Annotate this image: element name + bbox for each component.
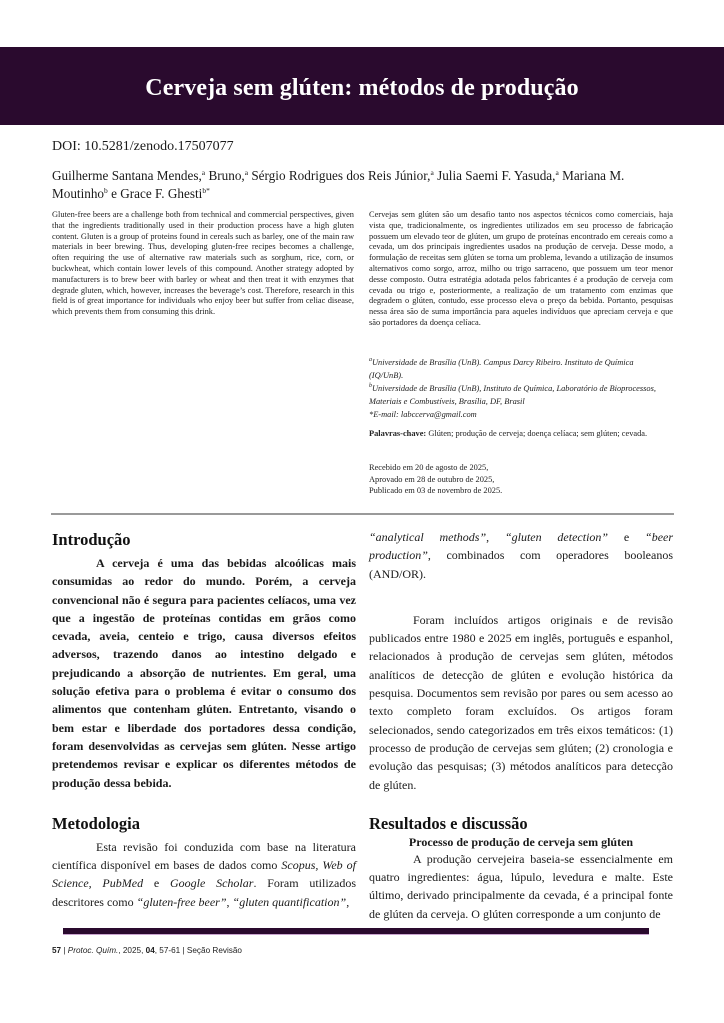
author-affiliation-mark: a [244,168,249,177]
keywords-label: Palavras-chave: [369,429,427,438]
database-name: Google Scholar [169,876,254,891]
author: Bruno, [205,168,245,183]
abstract-portuguese: Cervejas sem glúten são um desafio tanto nos aspectos técnicos como comerciais, haja vista que, tradicionalmente, os ingredientes utilizados em seu processo de fabricação possuem um elevado teor de glúten, um grupo de proteínas encontrado em cereais como a cevada, um dos principais ingredientes usados na produção de cerveja. Desse modo, a formulação de receitas sem glúten se torna um problema, levando a utilização de insumos alternativos como sorgo, arroz, milho ou trigo sarraceno, que possuem um teor menor desse composto. Outra estratégia adotada pelos fabricantes é a produção de cerveja com cevada ou trigo e, posteriormente, a realização de um tratamento com enzimas que degradem o glúten, contudo, esse processo eleva o preço da bebida. Portanto, pesquisas nessa área são de suma importância para aqueles indivíduos que apreciam cerveja e que são portadores da doença celíaca. [369,210,673,327]
search-term: “analytical methods” [369,530,487,544]
methodology-text-continued [369,528,673,583]
affiliation-mark: b [369,383,372,389]
text-run: , [226,894,233,909]
approved-date: Aprovado em 28 de outubro de 2025, [369,474,495,484]
author-affiliation-mark: b [104,186,108,195]
footer-separator: | [61,946,68,955]
section-divider [51,513,674,515]
author: Sérgio Rodrigues dos Reis Júnior, [248,168,431,183]
author: Julia Saemi F. Yasuda, [433,168,556,183]
author: Guilherme Santana Mendes, [52,168,202,183]
article-title: Cerveja sem glúten: métodos de produção [145,74,579,101]
author-affiliation-mark: b* [202,186,210,195]
text-run: . Foram utilizados descritores como [52,876,356,909]
journal-volume: 04 [145,946,155,955]
received-date: Recebido em 20 de agosto de 2025, [369,463,489,472]
footer-divider [63,928,649,935]
author-affiliation-mark: a [555,168,559,177]
author-affiliation-mark: a [201,168,206,177]
page-footer [52,946,242,955]
author-affiliation-mark: a [430,168,434,177]
results-text: A produção cervejeira baseia-se essencialmente em quatro ingredientes: água, lúpulo, levedura e malte. Este último, derivado principalmente da cevada, é a principal fonte de glúten da cerveja. O glúten corresponde a um conjunto de [369,851,673,921]
published-date: Publicado em 03 de novembro de 2025. [369,486,503,495]
section-heading-introduction: Introdução [52,530,131,549]
contact-email[interactable]: *E-mail: labccerva@gmail.com [369,410,477,419]
left-column [52,530,356,911]
text-run: e [608,530,646,544]
author: Mariana M. Moutinho [52,168,625,201]
title-banner [0,47,724,125]
search-term: “beer production” [369,530,674,563]
methodology-inclusion-criteria: Foram incluídos artigos originais e de revisão publicados entre 1980 e 2025 em inglês, português e espanhol, relacionados à produção de cervejas sem glúten, métodos analíticos de detecção de glúten e evolução histórica da pesquisa. Documentos sem revisão por pares ou sem acesso ao texto completo foram excluídos. Os artigos foram selecionados, sendo categorizados em três eixos temáticos: (1) processo de produção de cervejas sem glúten; (2) cronologia e evolução das pesquisas; (3) métodos analíticos para detecção de glúten. [369,612,673,792]
text-run: e [143,876,170,891]
affiliation-text: Universidade de Brasília (UnB), Instituto de Química, Laboratório de Bioprocessos, Materiais e Combustíveis, Brasília, DF, Brasil [369,384,656,406]
methodology-text-start [52,838,356,911]
author: e Grace F. Ghesti [107,186,203,201]
right-column [369,528,673,923]
affiliation-mark: a [369,357,372,363]
affiliations [369,356,669,421]
publication-dates [369,462,669,497]
search-term: “gluten detection” [504,530,609,544]
search-term: “gluten quantification” [232,894,347,909]
keywords-text: Glúten; produção de cerveja; doença celíaca; sem glúten; cevada. [426,429,648,438]
keywords [369,428,669,440]
footer-year: , 2025, [118,946,146,955]
section-heading-methodology: Metodologia [52,813,140,833]
text-run: , [346,894,350,909]
abstract-english: Gluten-free beers are a challenge both from technical and commercial perspectives, given that the ingredients traditionally used in their production process have a high gluten content. Gluten is a group of proteins found in cereals such as barley, one of the main raw materials in beer brewing. Thus, developing gluten-free recipes becomes a challenge, often requiring the use of alternative raw materials such as sorghum, rice, corn, or buckwheat, which contain lower levels of this compound. Another strategy adopted by manufacturers is to brew beer with barley or wheat and then treat it with enzymes that degrade gluten, which, however, increases the beverage’s cost. Therefore, research in this field is of great importance for individuals who enjoy beer but suffer from celiac disease, which prevents them from consuming this drink. [52,210,354,317]
section-heading-results: Resultados e discussão [369,813,528,833]
affiliation-b [369,382,669,408]
footer-pages-section: , 57-61 | Seção Revisão [154,946,242,955]
journal-name: Protoc. Quím. [67,946,119,955]
text-run: , [486,530,505,544]
search-term: “gluten-free beer” [136,894,227,909]
text-run: , combinados com operadores booleanos (AND/OR). [369,548,673,581]
affiliation-a [369,356,669,382]
affiliation-text: Universidade de Brasília (UnB). Campus Darcy Ribeiro. Instituto de Química (IQ/UnB). [369,358,634,380]
subsection-heading-production: Processo de produção de cerveja sem glúten [408,834,634,849]
introduction-text: A cerveja é uma das bebidas alcoólicas mais consumidas ao redor do mundo. Porém, a cerveja convencional não é segura para pacientes celíacos, uma vez que a ingestão de proteínas contidas em grãos como cevada, aveia, centeio e trigo, causa diversos efeitos adversos, trazendo danos ao intestino delgado e prejudicando a absorção de nutrientes. Em geral, uma solução efetiva para o problema é evitar o consumo dos alimentos que contenham glúten. Entretanto, visando o bem estar e liberdade dos portadores dessa condição, foram desenvolvidas as cervejas sem glúten. Nesse artigo pretendemos revisar e explicar os diferentes métodos de produção dessa bebida. [52,556,356,790]
author-list [52,167,662,203]
text-run: Esta revisão foi conduzida com base na literatura científica disponível em bases de dados como [52,839,356,873]
doi[interactable]: DOI: 10.5281/zenodo.17507077 [52,139,234,154]
page-number: 57 [52,946,62,955]
database-names: Scopus, Web of Science, PubMed [52,858,356,891]
